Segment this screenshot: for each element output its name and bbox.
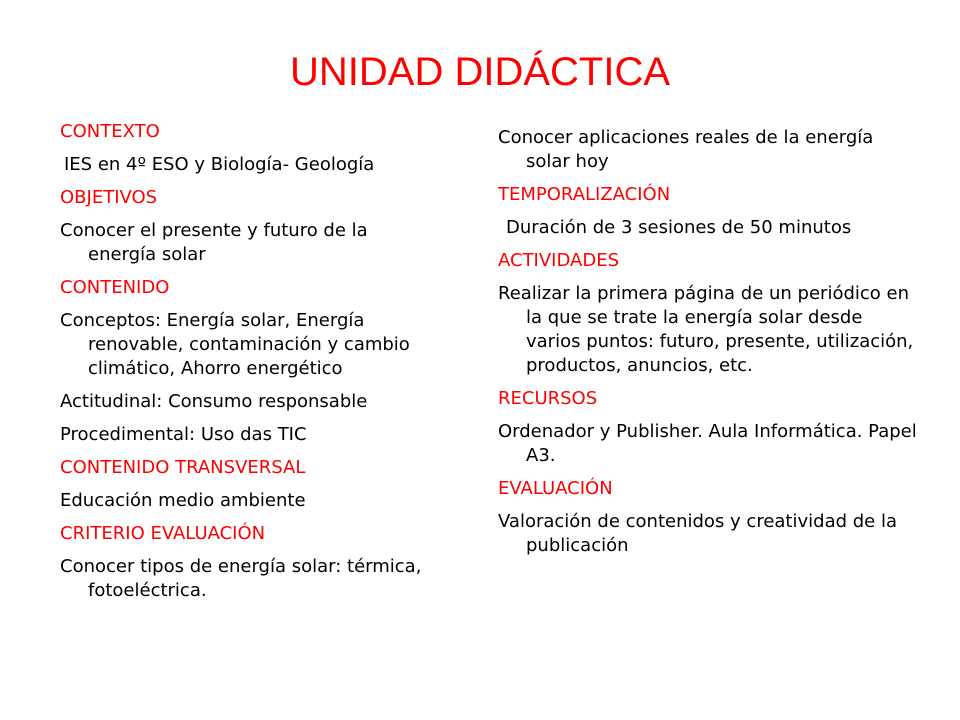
evaluacion-text: Valoración de contenidos y creatividad de la publicación — [498, 511, 897, 556]
recursos-heading: RECURSOS — [498, 388, 598, 409]
page-title: UNIDAD DIDÁCTICA — [289, 50, 671, 94]
recursos-text: Ordenador y Publisher. Aula Informática. Papel A3. — [498, 421, 917, 466]
objetivos-text: Conocer el presente y futuro de la energía solar — [60, 220, 368, 265]
transversal-heading: CONTENIDO TRANSVERSAL — [60, 457, 306, 478]
procedimental-text: Procedimental: Uso das TIC — [60, 424, 307, 445]
criterio-text: Conocer tipos de energía solar: térmica, fotoeléctrica. — [60, 556, 422, 601]
left-column — [60, 120, 440, 612]
evaluacion-heading: EVALUACIÓN — [498, 478, 613, 499]
actividades-heading: ACTIVIDADES — [498, 250, 620, 271]
objetivos-heading: OBJETIVOS — [60, 187, 158, 208]
objetivos-cont-text: Conocer aplicaciones reales de la energía solar hoy — [498, 127, 874, 172]
contexto-heading: CONTEXTO — [60, 121, 160, 142]
right-column — [498, 126, 918, 567]
actividades-text: Realizar la primera página de un periódico en la que se trate la energía solar desde varios puntos: futuro, presente, utilización, productos, anuncios, etc. — [498, 283, 914, 376]
transversal-text: Educación medio ambiente — [60, 490, 306, 511]
actitudinal-text: Actitudinal: Consumo responsable — [60, 391, 368, 412]
conceptos-text: Conceptos: Energía solar, Energía renovable, contaminación y cambio climático, Ahorro energético — [60, 310, 410, 379]
temporalizacion-text: Duración de 3 sesiones de 50 minutos — [506, 217, 852, 238]
temporalizacion-heading: TEMPORALIZACIÓN — [498, 184, 671, 205]
contenido-heading: CONTENIDO — [60, 277, 170, 298]
contexto-text: IES en 4º ESO y Biología- Geología — [64, 154, 375, 175]
criterio-heading: CRITERIO EVALUACIÓN — [60, 523, 266, 544]
